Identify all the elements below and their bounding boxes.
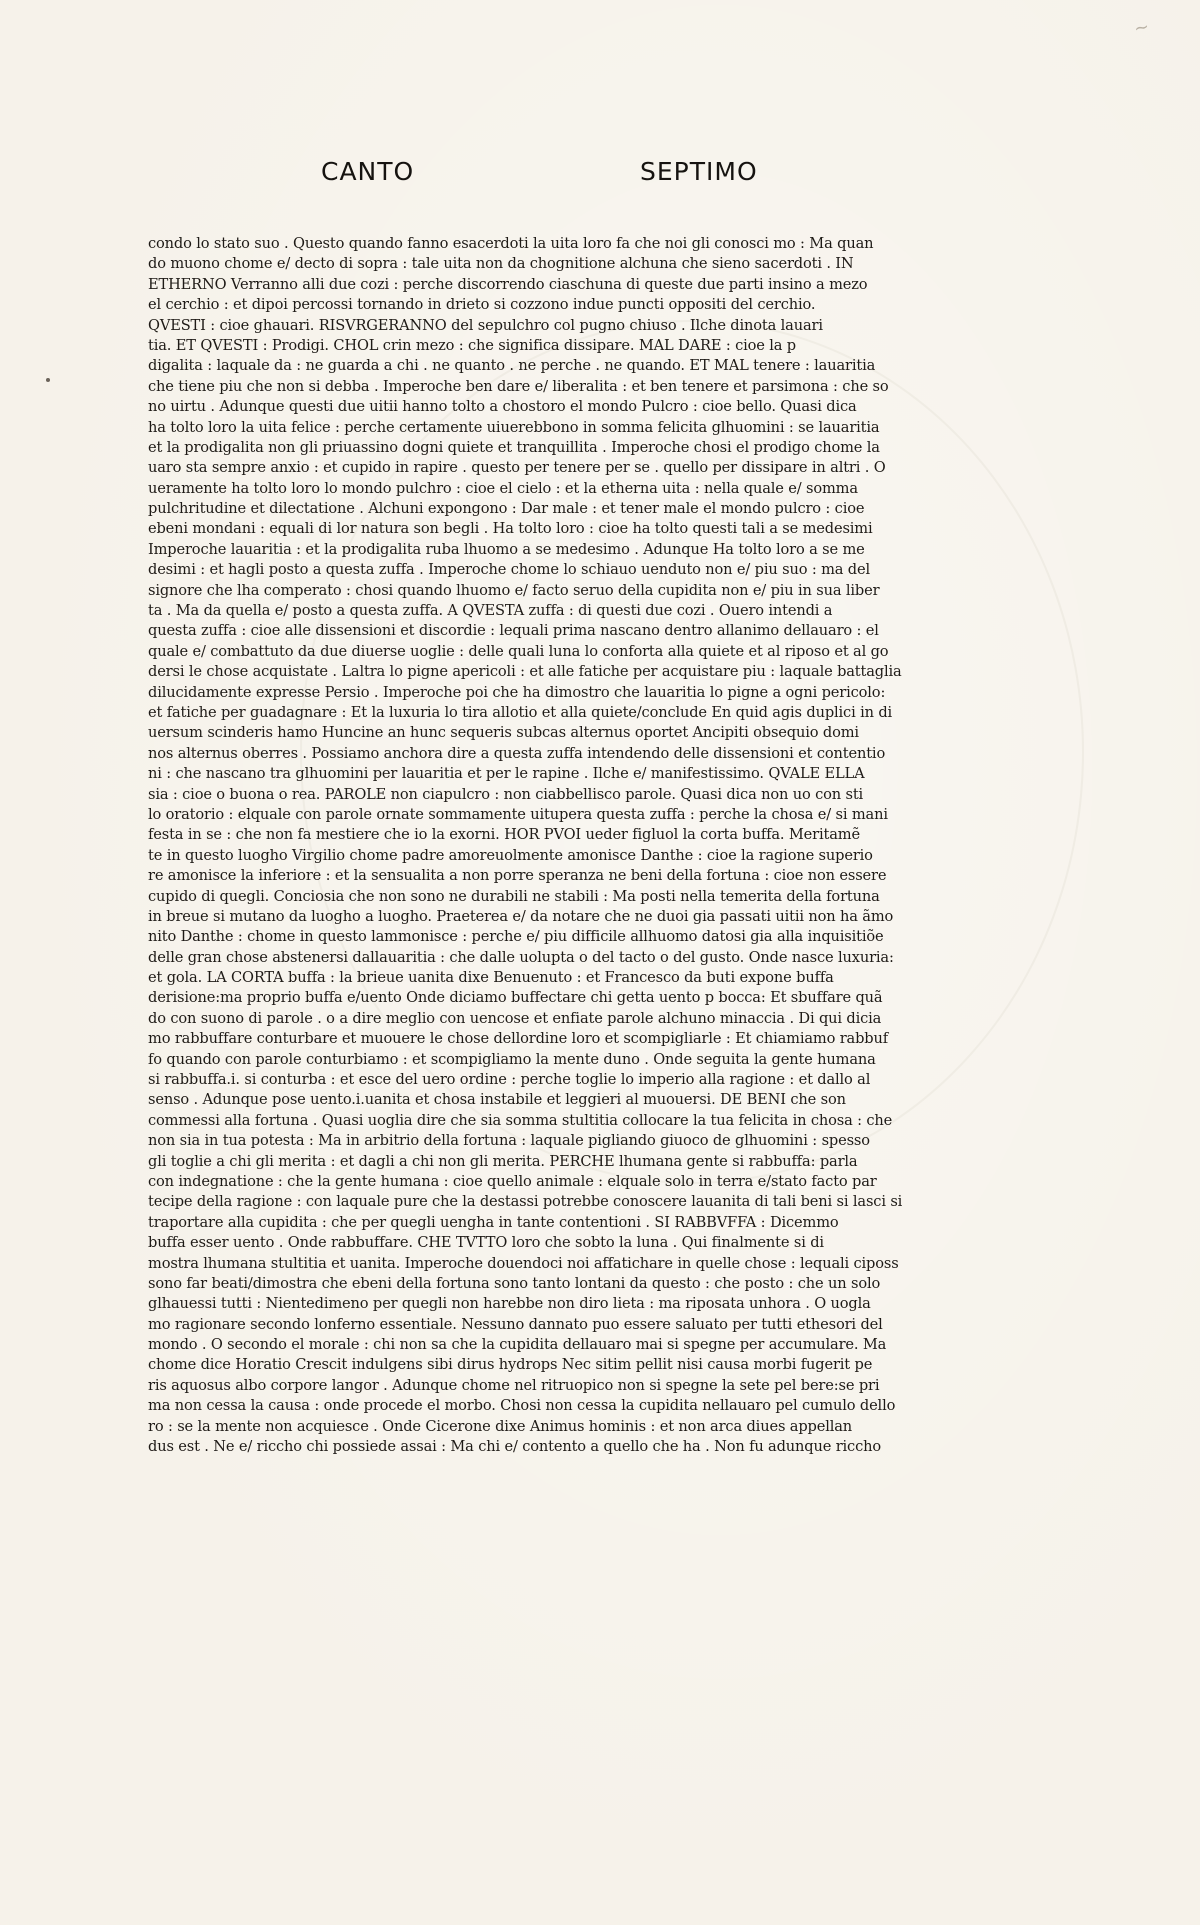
text-line: digalita : laquale da : ne guarda a chi . ne quanto . ne perche . ne quando. ET MAL tenere : lauaritia [148,357,876,375]
header-canto: CANTO [321,157,415,186]
text-line: mo ragionare secondo lonferno essentiale. Nessuno dannato puo essere saluato per tutti ethesori del [148,1315,883,1333]
text-line: delle gran chose abstenersi dallauaritia : che dalle uolupta o del tacto o del gusto. Onde nasce luxuria: [148,948,894,966]
text-line: lo oratorio : elquale con parole ornate sommamente uitupera questa zuffa : perche la chosa e/ si mani [148,805,888,823]
text-line: si rabbuffa.i. si conturba : et esce del uero ordine : perche toglie lo imperio alla ragione : et dallo al [148,1071,871,1089]
text-line: glhauessi tutti : Nientedimeno per quegli non harebbe non diro lieta : ma riposata unhora . O uogla [148,1295,871,1313]
text-line: senso . Adunque pose uento.i.uanita et chosa instabile et leggieri al muouersi. DE BENI che son [148,1091,846,1109]
text-line: commessi alla fortuna . Quasi uoglia dire che sia somma stultitia collocare la tua felicita in chosa : che [148,1111,893,1129]
text-line: ETHERNO Verranno alli due cozi : perche discorrendo ciaschuna di queste due parti insino a mezo [148,275,868,293]
text-line: dus est . Ne e/ riccho chi possiede assai : Ma chi e/ contento a quello che ha . Non fu adunque riccho [148,1438,881,1456]
text-line: nos alternus oberres . Possiamo anchora dire a questa zuffa intendendo delle dissensioni et contentio [148,744,886,762]
text-line: dilucidamente expresse Persio . Imperoche poi che ha dimostro che lauaritia lo pigne a ogni pericolo: [148,683,886,701]
header-septimo: SEPTIMO [640,157,758,186]
text-line: ha tolto loro la uita felice : perche certamente uiuerebbono in somma felicita glhuomini : se lauaritia [148,418,880,436]
margin-mark [46,378,50,382]
text-line: buffa esser uento . Onde rabbuffare. CHE TVTTO loro che sobto la luna . Qui finalmente si di [148,1234,824,1252]
text-line: do muono chome e/ decto di sopra : tale uita non da chognitione alchuna che sieno sacerdoti . IN [148,255,854,273]
running-header [0,157,1200,197]
text-line: tecipe della ragione : con laquale pure che la destassi potrebbe conoscere lauanita di tali beni si lasci si [148,1193,903,1211]
text-line: uersum scinderis hamo Huncine an hunc sequeris subcas alternus oportet Ancipiti obsequio domi [148,724,859,742]
text-line: ni : che nascano tra glhuomini per lauaritia et per le rapine . Ilche e/ manifestissimo. QVALE ELLA [148,765,865,783]
text-line: pulchritudine et dilectatione . Alchuni expongono : Dar male : et tener male el mondo pulcro : cioe [148,500,865,518]
text-line: dersi le chose acquistate . Laltra lo pigne apericoli : et alle fatiche per acquistare piu : laquale battaglia [148,663,902,681]
text-line: signore che lha comperato : chosi quando lhuomo e/ facto seruo della cupidita non e/ piu in sua liber [148,581,880,599]
text-line: ro : se la mente non acquiesce . Onde Cicerone dixe Animus hominis : et non arca diues appellan [148,1417,853,1435]
text-line: mostra lhumana stultitia et uanita. Imperoche douendoci noi affatichare in quelle chose : lequali ciposs [148,1254,899,1272]
commentary-text-block [148,234,908,1457]
text-line: et la prodigalita non gli priuassino dogni quiete et tranquillita . Imperoche chosi el prodigo chome la [148,438,880,456]
text-line: do con suono di parole . o a dire meglio con uencose et enfiate parole alchuno minaccia . Di qui dicia [148,1009,882,1027]
text-line: tia. ET QVESTI : Prodigi. CHOL crin mezo : che significa dissipare. MAL DARE : cioe la p [148,336,796,354]
text-line: che tiene piu che non si debba . Imperoche ben dare e/ liberalita : et ben tenere et parsimona : che so [148,377,889,395]
text-line: chome dice Horatio Crescit indulgens sibi dirus hydrops Nec sitim pellit nisi causa morbi fugerit pe [148,1356,873,1374]
text-line: mondo . O secondo el morale : chi non sa che la cupidita dellauaro mai si spegne per accumulare. Ma [148,1336,887,1354]
text-line: uaro sta sempre anxio : et cupido in rapire . questo per tenere per se . quello per dissipare in altri . O [148,459,886,477]
text-line: no uirtu . Adunque questi due uitii hanno tolto a chostoro el mondo Pulcro : cioe bello. Quasi dica [148,398,857,416]
text-line: quale e/ combattuto da due diuerse uoglie : delle quali luna lo conforta alla quiete et al riposo et al go [148,642,889,660]
text-line: mo rabbuffare conturbare et muouere le chose dellordine loro et scompigliarle : Et chiamiamo rabbuf [148,1030,888,1048]
text-line: in breue si mutano da luogho a luogho. Praeterea e/ da notare che ne duoi gia passati uitii non ha ãmo [148,907,894,925]
text-line: ta . Ma da quella e/ posto a questa zuffa. A QVESTA zuffa : di questi due cozi . Ouero intendi a [148,602,833,620]
text-line: el cerchio : et dipoi percossi tornando in drieto si cozzono indue puncti oppositi del cerchio. [148,296,816,314]
text-line: sono far beati/dimostra che ebeni della fortuna sono tanto lontani da questo : che posto : che un solo [148,1274,881,1292]
text-line: nito Danthe : chome in questo lammonisce : perche e/ piu difficile allhuomo datosi gia alla inquisitiõe [148,928,884,946]
text-line: te in questo luogho Virgilio chome padre amoreuolmente amonisce Danthe : cioe la ragione superio [148,846,873,864]
text-line: gli toglie a chi gli merita : et dagli a chi non gli merita. PERCHE lhumana gente si rabbuffa: parla [148,1152,858,1170]
text-line: cupido di quegli. Conciosia che non sono ne durabili ne stabili : Ma posti nella temerita della fortuna [148,887,880,905]
corner-stain: ~ [1132,16,1152,40]
text-line: desimi : et hagli posto a questa zuffa . Imperoche chome lo schiauo uenduto non e/ piu suo : ma del [148,561,870,579]
text-line: QVESTI : cioe ghauari. RISVRGERANNO del sepulchro col pugno chiuso . Ilche dinota lauari [148,316,823,334]
text-line: ebeni mondani : equali di lor natura son begli . Ha tolto loro : cioe ha tolto questi tali a se medesimi [148,520,873,538]
text-line: condo lo stato suo . Questo quando fanno esacerdoti la uita loro fa che noi gli conosci mo : Ma quan [148,235,874,252]
text-line: ueramente ha tolto loro lo mondo pulchro : cioe el cielo : et la etherna uita : nella quale e/ somma [148,479,858,497]
text-line: Imperoche lauaritia : et la prodigalita ruba lhuomo a se medesimo . Adunque Ha tolto loro a se me [148,540,865,558]
text-line: re amonisce la inferiore : et la sensualita a non porre speranza ne beni della fortuna : cioe non essere [148,867,887,885]
text-line: ris aquosus albo corpore langor . Adunque chome nel ritruopico non si spegne la sete pel bere:se pri [148,1376,880,1394]
text-line: traportare alla cupidita : che per quegli uengha in tante contentioni . SI RABBVFFA : Dicemmo [148,1213,839,1231]
text-line: ma non cessa la causa : onde procede el morbo. Chosi non cessa la cupidita nellauaro pel cumulo dello [148,1397,896,1415]
text-line: questa zuffa : cioe alle dissensioni et discordie : lequali prima nascano dentro allanimo dellauaro : el [148,622,879,640]
text-line: fo quando con parole conturbiamo : et scompigliamo la mente duno . Onde seguita la gente humana [148,1050,876,1068]
text-line: con indegnatione : che la gente humana : cioe quello animale : elquale solo in terra e/stato facto par [148,1172,877,1190]
text-line: sia : cioe o buona o rea. PAROLE non ciapulcro : non ciabbellisco parole. Quasi dica non uo con sti [148,785,864,803]
text-line: derisione:ma proprio buffa e/uento Onde diciamo buffectare chi getta uento p bocca: Et sbuffare quã [148,989,883,1007]
text-line: festa in se : che non fa mestiere che io la exorni. HOR PVOI ueder figluol la corta buffa. Meritamẽ [148,826,860,844]
text-line: non sia in tua potesta : Ma in arbitrio della fortuna : laquale pigliando giuoco de glhuomini : spesso [148,1132,870,1150]
text-line: et fatiche per guadagnare : Et la luxuria lo tira allotio et alla quiete/conclude En quid agis duplici in di [148,703,893,721]
text-line: et gola. LA CORTA buffa : la brieue uanita dixe Benuenuto : et Francesco da buti expone buffa [148,969,834,987]
